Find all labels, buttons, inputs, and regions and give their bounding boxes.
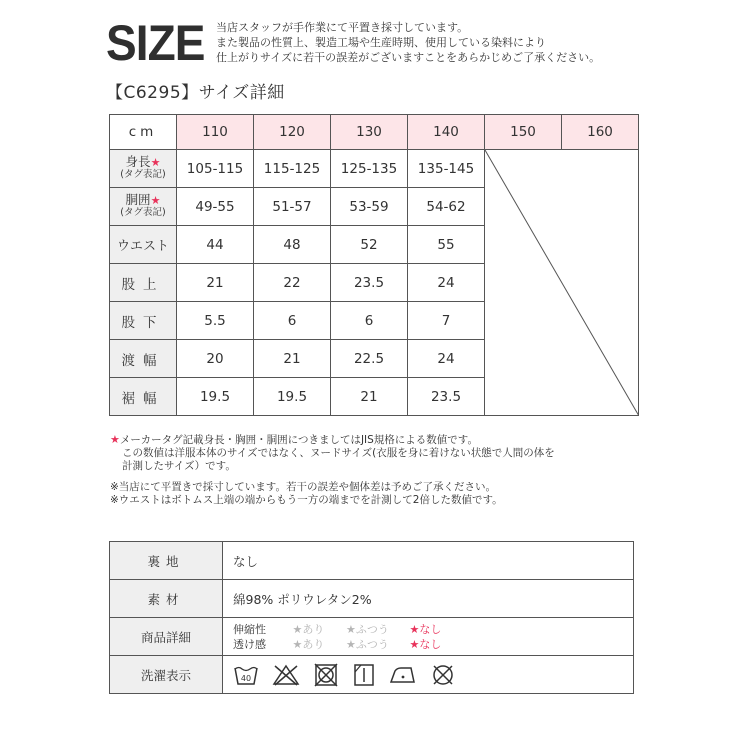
table-cell: 55 bbox=[408, 226, 485, 264]
table-cell: 22 bbox=[254, 264, 331, 302]
info-row bbox=[110, 618, 634, 656]
table-cell: 23.5 bbox=[408, 378, 485, 416]
wash-icons bbox=[233, 663, 633, 687]
table-row bbox=[110, 150, 639, 188]
star-icon: ★ bbox=[110, 433, 120, 446]
table-cell: 7 bbox=[408, 302, 485, 340]
size-logo: SIZE bbox=[106, 15, 205, 71]
row-label: 股下 bbox=[110, 302, 177, 340]
info-row bbox=[110, 542, 634, 580]
material-label: 素材 bbox=[110, 580, 223, 618]
washing-label: 洗濯表示 bbox=[110, 656, 223, 694]
lining-label: 裏地 bbox=[110, 542, 223, 580]
table-cell: 19.5 bbox=[254, 378, 331, 416]
row-label bbox=[110, 188, 177, 226]
table-cell: 19.5 bbox=[177, 378, 254, 416]
unit-cell: cm bbox=[110, 115, 177, 150]
note-line: ※ウエストはボトムス上端の端からもう一方の端までを計測して2倍した数値です。 bbox=[110, 494, 503, 506]
row-label: 渡幅 bbox=[110, 340, 177, 378]
size-header-row bbox=[110, 115, 639, 150]
table-cell: 49-55 bbox=[177, 188, 254, 226]
info-row bbox=[110, 580, 634, 618]
detail-option: ★あり bbox=[292, 622, 325, 636]
detail-name: 透け感 bbox=[233, 637, 266, 651]
note-line: ※当店にて平置きで採寸しています。若干の誤差や個体差は予めご了承ください。 bbox=[110, 481, 496, 493]
table-cell: 48 bbox=[254, 226, 331, 264]
detail-option-selected: ★なし bbox=[409, 622, 442, 636]
detail-option: ★ふつう bbox=[346, 637, 389, 651]
size-header-cell: 150 bbox=[485, 115, 562, 150]
material-value: 綿98% ポリウレタン2% bbox=[223, 580, 634, 618]
detail-line bbox=[233, 637, 633, 652]
detail-option-selected: ★なし bbox=[409, 637, 442, 651]
table-cell: 24 bbox=[408, 264, 485, 302]
table-cell: 135-145 bbox=[408, 150, 485, 188]
detail-option: ★ふつう bbox=[346, 622, 389, 636]
table-cell: 6 bbox=[331, 302, 408, 340]
table-cell: 21 bbox=[331, 378, 408, 416]
table-cell: 5.5 bbox=[177, 302, 254, 340]
intro-text bbox=[216, 20, 600, 65]
svg-text:40: 40 bbox=[240, 673, 252, 683]
row-label-sub: (タグ表記) bbox=[120, 169, 166, 180]
product-info-table bbox=[109, 541, 634, 694]
note-line: この数値は洋服本体のサイズではなく、ヌードサイズ(衣服を身に着けない状態で人間の体を bbox=[122, 447, 555, 459]
no-dry-clean-icon bbox=[430, 663, 456, 687]
table-cell: 54-62 bbox=[408, 188, 485, 226]
intro-line: また製品の性質上、製造工場や生産時期、使用している染料により bbox=[216, 36, 546, 49]
intro-line: 当店スタッフが手作業にて平置き採寸しています。 bbox=[216, 21, 469, 34]
unavailable-sizes-area bbox=[485, 150, 639, 416]
detail-grid bbox=[233, 622, 633, 652]
row-label: 股上 bbox=[110, 264, 177, 302]
size-header-cell: 160 bbox=[562, 115, 639, 150]
table-cell: 21 bbox=[177, 264, 254, 302]
table-cell: 125-135 bbox=[331, 150, 408, 188]
table-cell: 52 bbox=[331, 226, 408, 264]
table-cell: 24 bbox=[408, 340, 485, 378]
row-label-main: 身長 bbox=[125, 154, 151, 169]
row-label: 裾幅 bbox=[110, 378, 177, 416]
wash-40-icon bbox=[233, 663, 259, 687]
table-cell: 6 bbox=[254, 302, 331, 340]
size-header-cell: 130 bbox=[331, 115, 408, 150]
table-cell: 105-115 bbox=[177, 150, 254, 188]
table-cell: 22.5 bbox=[331, 340, 408, 378]
size-header-cell: 140 bbox=[408, 115, 485, 150]
table-cell: 44 bbox=[177, 226, 254, 264]
row-label: ウエスト bbox=[110, 226, 177, 264]
detail-label: 商品詳細 bbox=[110, 618, 223, 656]
diagonal-line bbox=[485, 150, 639, 416]
star-icon: ★ bbox=[150, 194, 161, 207]
row-label-main: 胴囲 bbox=[125, 192, 151, 207]
line-dry-icon bbox=[352, 663, 376, 687]
info-row bbox=[110, 656, 634, 694]
size-table-title: 【C6295】サイズ詳細 bbox=[106, 83, 285, 103]
intro-line: 仕上がりサイズに若干の誤差がございますことをあらかじめご了承ください。 bbox=[216, 51, 601, 64]
table-cell: 53-59 bbox=[331, 188, 408, 226]
size-header-cell: 120 bbox=[254, 115, 331, 150]
table-cell: 21 bbox=[254, 340, 331, 378]
detail-line bbox=[233, 622, 633, 637]
note-line: ★メーカータグ記載身長・胸囲・胴囲につきましてはJIS規格による数値です。 bbox=[110, 433, 478, 446]
table-cell: 23.5 bbox=[331, 264, 408, 302]
size-table bbox=[109, 114, 639, 416]
lining-value: なし bbox=[223, 542, 634, 580]
notes bbox=[110, 433, 555, 507]
row-label-sub: (タグ表記) bbox=[120, 207, 166, 218]
detail-value bbox=[223, 618, 634, 656]
table-cell: 115-125 bbox=[254, 150, 331, 188]
no-bleach-icon bbox=[272, 663, 300, 687]
detail-option: ★あり bbox=[292, 637, 325, 651]
size-header-cell: 110 bbox=[177, 115, 254, 150]
detail-name: 伸縮性 bbox=[233, 622, 266, 636]
star-icon: ★ bbox=[150, 156, 161, 169]
table-cell: 51-57 bbox=[254, 188, 331, 226]
low-iron-icon bbox=[389, 663, 417, 687]
washing-value bbox=[223, 656, 634, 694]
note-line: 計測したサイズ）です。 bbox=[122, 460, 236, 472]
table-cell: 20 bbox=[177, 340, 254, 378]
row-label bbox=[110, 150, 177, 188]
no-tumble-dry-icon bbox=[313, 663, 339, 687]
